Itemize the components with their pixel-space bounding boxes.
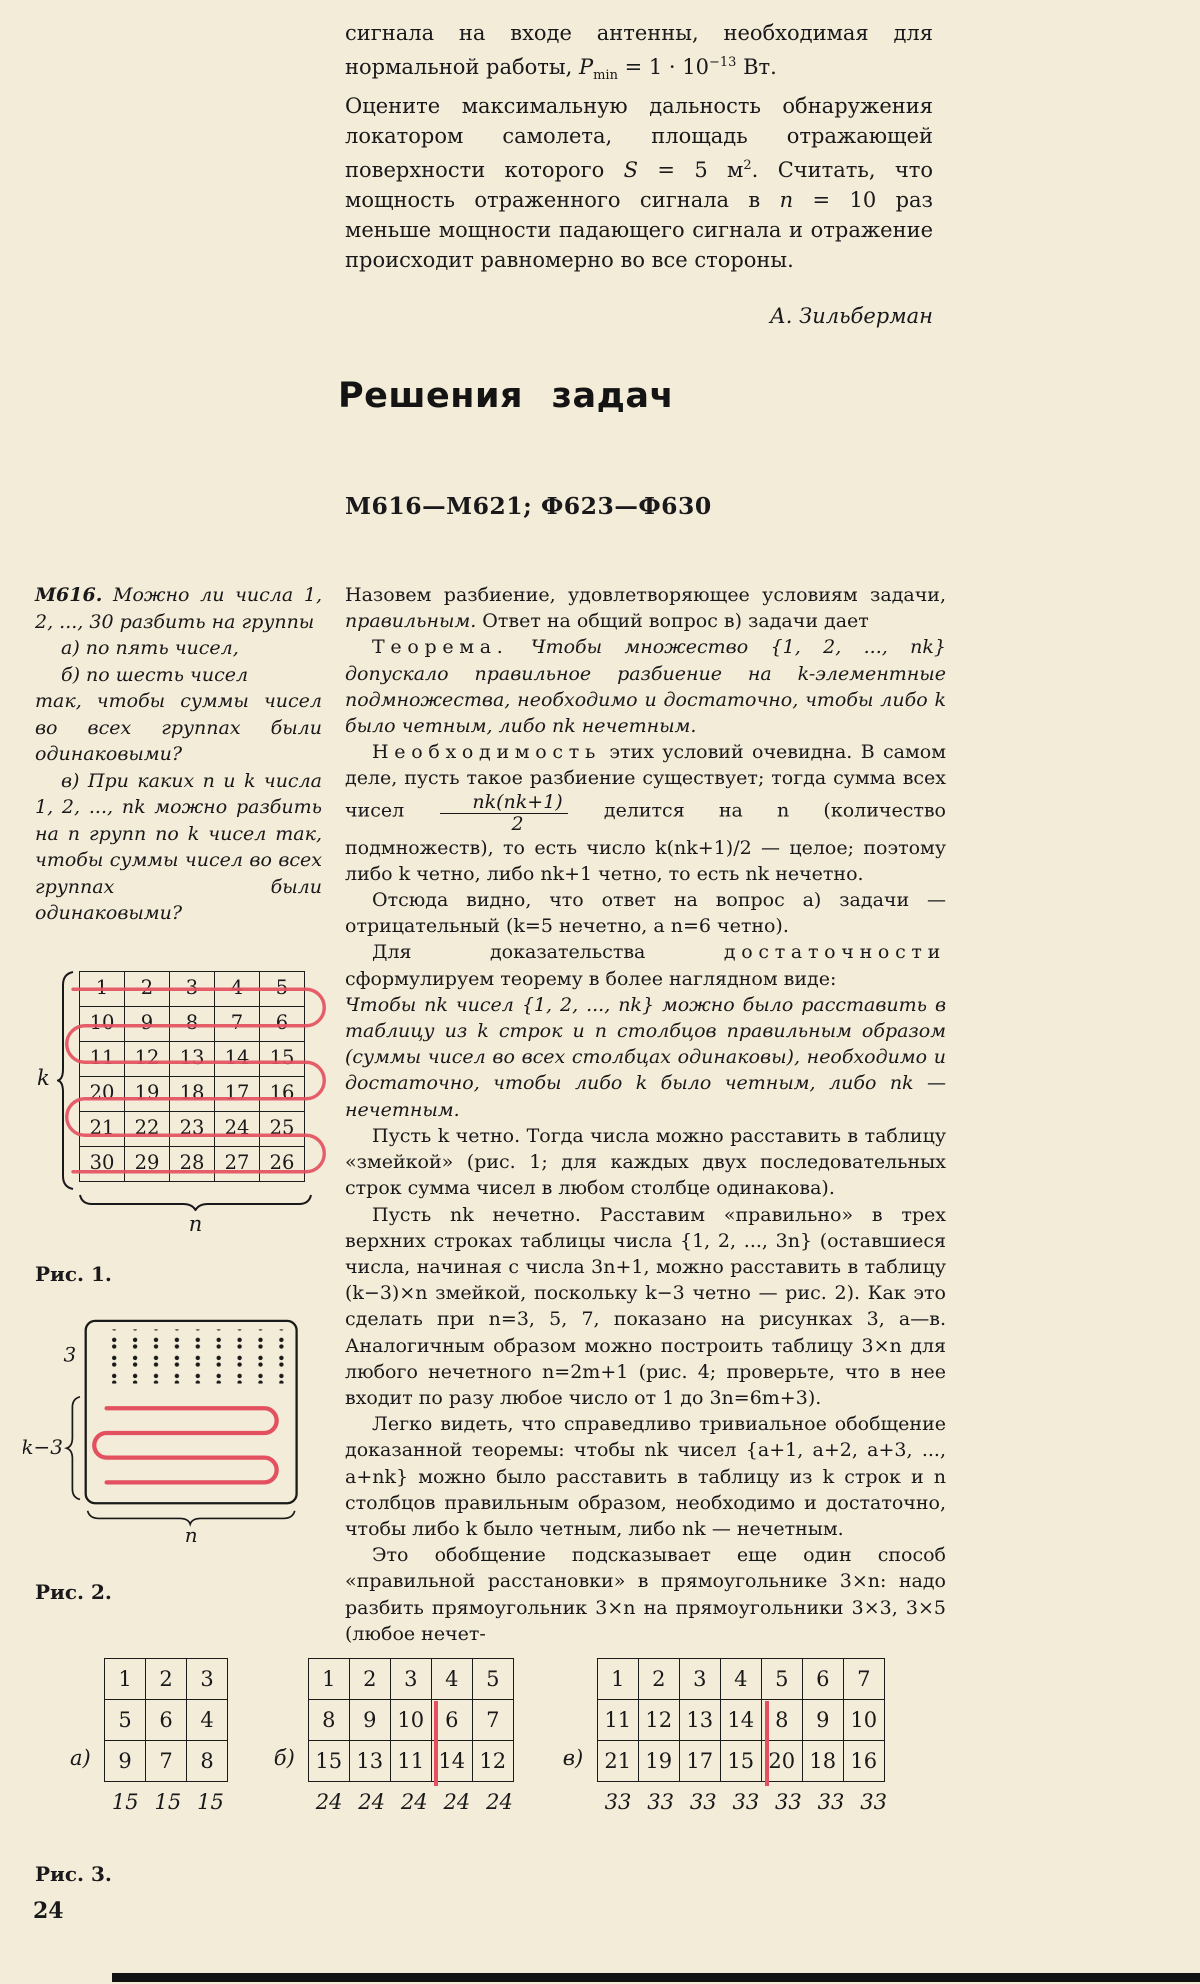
table-cell: 21 bbox=[80, 1111, 125, 1146]
bottom-rows-label: k−3 bbox=[23, 1434, 63, 1459]
table-cell: 3 bbox=[679, 1659, 720, 1700]
table-cell: 20 bbox=[80, 1076, 125, 1111]
snake-line bbox=[94, 1408, 276, 1482]
table-cell: 15 bbox=[720, 1741, 761, 1782]
table-cell: 14 bbox=[720, 1700, 761, 1741]
text-segment: Для доказательства bbox=[372, 941, 724, 964]
column-sum: 33 bbox=[647, 1790, 674, 1814]
figure-3v bbox=[563, 1658, 895, 1814]
table-cell: 16 bbox=[843, 1741, 884, 1782]
split-marker bbox=[765, 1701, 769, 1786]
table-row bbox=[597, 1741, 884, 1782]
variable-p: P bbox=[578, 55, 594, 79]
table-cell: 4 bbox=[215, 971, 260, 1006]
table-cell: 21 bbox=[597, 1741, 638, 1782]
paragraph bbox=[345, 91, 933, 275]
left-brace bbox=[57, 971, 75, 1190]
table-cell: 22 bbox=[125, 1111, 170, 1146]
text-segment: Вт. bbox=[736, 55, 777, 79]
superscript: −13 bbox=[709, 55, 737, 70]
table-row bbox=[105, 1659, 228, 1700]
fraction-numerator: nk(nk+1) bbox=[440, 792, 567, 815]
solution-paragraph: Отсюда видно, что ответ на вопрос а) задачи — отрицательный (k=5 нечетно, а n=6 четно). bbox=[345, 889, 946, 938]
table-row bbox=[308, 1659, 513, 1700]
figure-3-caption: Рис. 3. bbox=[35, 1862, 112, 1886]
solution-paragraph: Это обобщение подсказывает еще один способ «правильной расстановки» в прямоугольнике 3×n: надо разбить прямоугольник 3×n на прямоугольники 3×3, 3×5 (любое нечет- bbox=[345, 1544, 946, 1645]
table-row bbox=[597, 1700, 884, 1741]
column-sum: 15 bbox=[154, 1790, 182, 1814]
table-cell: 27 bbox=[215, 1146, 260, 1181]
table-cell: 26 bbox=[260, 1146, 305, 1181]
top-rows-label: 3 bbox=[63, 1342, 77, 1367]
figure-2-caption: Рис. 2. bbox=[35, 1579, 112, 1604]
subfigure-label: в) bbox=[562, 1746, 584, 1770]
table-cell: 5 bbox=[761, 1659, 802, 1700]
figure-2-drawing bbox=[23, 1317, 308, 1547]
solution-paragraph: Пусть nk нечетно. Расставим «правильно» в трех верхних строках таблицы числа {1, 2, ..., 3n} (оставшиеся числа, начиная с числа 3n+1, можно расставить в таблицу (k−3)×n змейкой, поскольку k−3 четно — рис. 2). Как это сделать при n=3, 5, 7, показано на рисунках 3, а—в. Аналогичным образом можно построить таблицу 3×n для любого нечетного n=2m+1 (рис. 4; проверьте, что в нее входит по разу любое число от 1 до 3n=6m+3). bbox=[345, 1203, 946, 1409]
page-number: 24 bbox=[33, 1898, 64, 1924]
table-cell: 1 bbox=[597, 1659, 638, 1700]
table-row bbox=[80, 1111, 305, 1146]
problem-number: М616. bbox=[35, 584, 103, 606]
text-segment: этих условий очевидна. В самом деле, пусть такое разбиение существует; тогда сумма всех чисел bbox=[345, 741, 946, 822]
figure-3a bbox=[70, 1658, 232, 1814]
table-cell: 5 bbox=[260, 971, 305, 1006]
table-3v bbox=[597, 1658, 885, 1782]
theorem-statement: Чтобы множество {1, 2, ..., nk} допускало правильное разбиение на k-элементные подмножества, необходимо и достаточно, чтобы либо k было четным, либо nk нечетным. bbox=[345, 636, 946, 738]
table-cell: 7 bbox=[843, 1659, 884, 1700]
column-sum: 33 bbox=[817, 1790, 845, 1814]
table-cell: 12 bbox=[638, 1700, 679, 1741]
problem-item-v: в) При каких n и k числа 1, 2, ..., nk можно разбить на n групп по k чисел так, чтобы суммы чисел во всех группах были одинаковыми? bbox=[35, 769, 322, 924]
table-cell: 1 bbox=[80, 971, 125, 1006]
figure-1-caption: Рис. 1. bbox=[35, 1261, 112, 1286]
subscript: min bbox=[593, 68, 618, 84]
table-cell: 2 bbox=[125, 971, 170, 1006]
table-cell: 5 bbox=[472, 1659, 513, 1700]
author-signature: А. Зильберман bbox=[769, 304, 933, 329]
table-cell: 13 bbox=[349, 1741, 390, 1782]
subfigure-label: б) bbox=[273, 1746, 295, 1770]
table-cell: 13 bbox=[170, 1041, 215, 1076]
table-cell: 19 bbox=[125, 1076, 170, 1111]
column-sum: 33 bbox=[732, 1790, 760, 1814]
variable-s: S bbox=[623, 158, 639, 183]
physics-text-block bbox=[345, 18, 933, 331]
table-cell: 6 bbox=[802, 1659, 843, 1700]
figure-3 bbox=[70, 1658, 895, 1814]
table-row bbox=[80, 971, 305, 1006]
table-3a bbox=[104, 1658, 228, 1782]
columns-count-label: n bbox=[184, 1523, 198, 1547]
table-row bbox=[80, 1146, 305, 1181]
table-cell: 10 bbox=[390, 1700, 431, 1741]
table-row bbox=[308, 1700, 513, 1741]
column-sum: 15 bbox=[197, 1790, 224, 1814]
table-row bbox=[80, 1076, 305, 1111]
text-segment: . Считать, что мощность отраженного сигнала в bbox=[345, 158, 933, 213]
table-cell: 13 bbox=[679, 1700, 720, 1741]
column-sum: 15 bbox=[111, 1790, 139, 1814]
problem-cont: так, чтобы суммы чисел во всех группах были одинаковыми? bbox=[35, 690, 322, 765]
fraction-denominator: 2 bbox=[511, 813, 524, 836]
table-cell: 16 bbox=[260, 1076, 305, 1111]
text-segment: = 1 · 10 bbox=[617, 55, 710, 79]
table-row bbox=[80, 1041, 305, 1076]
table-row bbox=[80, 1006, 305, 1041]
table-cell: 9 bbox=[349, 1700, 390, 1741]
solution-paragraph: Легко видеть, что справедливо тривиальное обобщение доказанной теоремы: чтобы nk чисел {a+1, a+2, a+3, ..., a+nk} можно было расставить в таблицу из k строк и n столбцов правильным образом, необходимо и достаточно, чтобы либо k было четным, либо nk — нечетным. bbox=[345, 1413, 946, 1540]
term-pravilnym: правильным. bbox=[345, 610, 477, 633]
table-cell: 8 bbox=[761, 1700, 802, 1741]
problem-item-b: б) по шесть чисел bbox=[61, 663, 249, 686]
text-segment: = 5 м bbox=[638, 158, 744, 183]
table-cell: 3 bbox=[170, 971, 215, 1006]
column-sum: 33 bbox=[604, 1790, 632, 1814]
table-cell: 8 bbox=[187, 1741, 228, 1782]
solution-column bbox=[345, 582, 946, 1647]
table-cell: 23 bbox=[170, 1111, 215, 1146]
table-cell: 20 bbox=[761, 1741, 802, 1782]
table-cell: 3 bbox=[390, 1659, 431, 1700]
theorem-paragraph bbox=[345, 634, 946, 739]
column-sums bbox=[104, 1790, 232, 1814]
table-cell: 15 bbox=[308, 1741, 349, 1782]
table-cell: 8 bbox=[308, 1700, 349, 1741]
table-cell: 9 bbox=[802, 1700, 843, 1741]
table-cell: 1 bbox=[105, 1659, 146, 1700]
figure-3b bbox=[274, 1658, 521, 1814]
dots-rows bbox=[97, 1329, 287, 1383]
problem-item-a: а) по пять чисел, bbox=[61, 637, 239, 659]
page-edge-bar bbox=[112, 1973, 1200, 1982]
table-row bbox=[308, 1741, 513, 1782]
table-cell: 6 bbox=[146, 1700, 187, 1741]
left-column bbox=[23, 582, 322, 1605]
column-sum: 24 bbox=[315, 1790, 343, 1814]
sufficiency-word: достаточности bbox=[723, 941, 946, 964]
table-cell: 7 bbox=[146, 1741, 187, 1782]
superscript: 2 bbox=[743, 158, 752, 174]
table-cell: 12 bbox=[472, 1741, 513, 1782]
table-cell: 29 bbox=[125, 1146, 170, 1181]
table-cell: 11 bbox=[80, 1041, 125, 1076]
table-row bbox=[105, 1741, 228, 1782]
table-cell: 11 bbox=[390, 1741, 431, 1782]
solution-paragraph bbox=[345, 582, 946, 634]
figure-2 bbox=[23, 1317, 322, 1555]
table-cell: 10 bbox=[843, 1700, 884, 1741]
text-segment: сформулируем теорему в более наглядном виде: bbox=[345, 967, 837, 990]
table-cell: 5 bbox=[105, 1700, 146, 1741]
table-cell: 28 bbox=[170, 1146, 215, 1181]
table-cell: 6 bbox=[260, 1006, 305, 1041]
necessity-paragraph bbox=[345, 739, 946, 887]
table-row bbox=[597, 1659, 884, 1700]
text-segment: Можно ли числа 1, 2, ..., 30 разбить на группы bbox=[35, 584, 322, 633]
text-segment: Ответ на общий вопрос в) задачи дает bbox=[476, 610, 869, 633]
table-cell: 25 bbox=[260, 1111, 305, 1146]
figure-1 bbox=[37, 971, 312, 1237]
table-3b bbox=[308, 1658, 514, 1782]
column-sum: 24 bbox=[400, 1790, 428, 1814]
table-cell: 4 bbox=[720, 1659, 761, 1700]
table-cell: 19 bbox=[638, 1741, 679, 1782]
table-cell: 24 bbox=[215, 1111, 260, 1146]
solution-paragraph bbox=[345, 939, 946, 991]
table-cell: 17 bbox=[215, 1076, 260, 1111]
column-sum: 33 bbox=[689, 1790, 717, 1814]
table-cell: 12 bbox=[125, 1041, 170, 1076]
fraction bbox=[438, 792, 569, 835]
theorem-restatement: Чтобы nk чисел {1, 2, ..., nk} можно было расставить в таблицу из k строк и n столбцов правильным образом (суммы чисел во всех столбцах одинаковы), необходимо и достаточно, чтобы либо k было четным, либо nk — нечетным. bbox=[345, 993, 946, 1121]
table-cell: 18 bbox=[802, 1741, 843, 1782]
table-cell: 17 bbox=[679, 1741, 720, 1782]
table-cell: 30 bbox=[80, 1146, 125, 1181]
text-segment: = 10 раз меньше мощности падающего сигнала и отражение происходит равномерно во все стороны. bbox=[345, 188, 933, 273]
text-segment: Оцените максимальную дальность обнаружения локатором самолета, площадь отражающей поверхности которого bbox=[345, 94, 933, 183]
problem-m616 bbox=[35, 582, 322, 927]
table-cell: 18 bbox=[170, 1076, 215, 1111]
paragraph bbox=[345, 18, 933, 91]
snake-table-box bbox=[79, 971, 312, 1190]
table-cell: 9 bbox=[125, 1006, 170, 1041]
left-brace bbox=[67, 1397, 80, 1500]
solution-paragraph: Пусть k четно. Тогда числа можно расставить в таблицу «змейкой» (рис. 1; для каждых двух последовательных строк сумма чисел в любом столбце одинакова). bbox=[345, 1124, 946, 1200]
variable-n: n bbox=[779, 188, 794, 213]
column-sums bbox=[308, 1790, 521, 1814]
text-segment: сигнала на входе антенны, необходимая для нормальной работы, bbox=[345, 21, 933, 79]
necessity-word: Необходимость bbox=[372, 741, 602, 764]
column-sum: 24 bbox=[486, 1790, 513, 1814]
table-cell: 3 bbox=[187, 1659, 228, 1700]
column-sums bbox=[597, 1790, 895, 1814]
table-cell: 4 bbox=[431, 1659, 472, 1700]
table-cell: 14 bbox=[431, 1741, 472, 1782]
column-sum: 33 bbox=[860, 1790, 887, 1814]
column-sum: 33 bbox=[775, 1790, 802, 1814]
subfigure-label: а) bbox=[70, 1746, 91, 1770]
columns-count-label: n bbox=[188, 1211, 203, 1236]
snake-table bbox=[79, 971, 305, 1182]
table-cell: 11 bbox=[597, 1700, 638, 1741]
table-cell: 15 bbox=[260, 1041, 305, 1076]
table-cell: 8 bbox=[170, 1006, 215, 1041]
column-sum: 24 bbox=[443, 1790, 471, 1814]
table-cell: 4 bbox=[187, 1700, 228, 1741]
text-segment: делится на n (количество подмножеств), то есть число k(nk+1)/2 — целое; поэтому либо k четно, либо nk+1 четно, то есть nk нечетно. bbox=[345, 799, 946, 885]
column-sum: 24 bbox=[358, 1790, 386, 1814]
text-segment: Назовем разбиение, удовлетворяющее условиям задачи, bbox=[345, 584, 946, 606]
table-row bbox=[105, 1700, 228, 1741]
split-marker bbox=[434, 1701, 438, 1786]
section-title: Решения задач bbox=[338, 376, 675, 416]
table-cell: 14 bbox=[215, 1041, 260, 1076]
table-cell: 7 bbox=[472, 1700, 513, 1741]
problems-range: М616—М621; Ф623—Ф630 bbox=[345, 492, 712, 520]
table-cell: 10 bbox=[80, 1006, 125, 1041]
table-cell: 1 bbox=[308, 1659, 349, 1700]
table-cell: 2 bbox=[146, 1659, 187, 1700]
bottom-brace bbox=[88, 1511, 295, 1524]
table-cell: 9 bbox=[105, 1741, 146, 1782]
rows-count-label: k bbox=[37, 1065, 50, 1090]
table-cell: 2 bbox=[349, 1659, 390, 1700]
table-cell: 2 bbox=[638, 1659, 679, 1700]
problem-intro bbox=[35, 582, 322, 635]
table-cell: 7 bbox=[215, 1006, 260, 1041]
theorem-word: Теорема. bbox=[372, 636, 509, 659]
table-cell: 6 bbox=[431, 1700, 472, 1741]
bottom-brace bbox=[79, 1194, 312, 1211]
